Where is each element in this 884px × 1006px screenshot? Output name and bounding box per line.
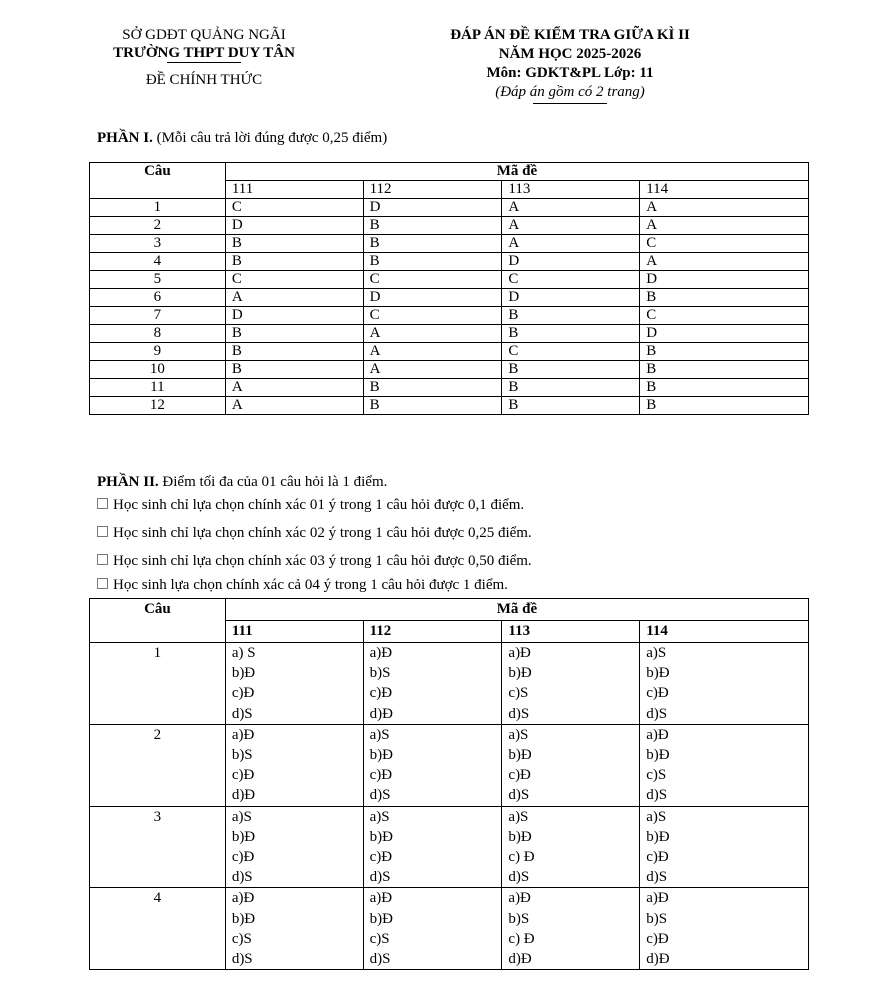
code-cell: 113 bbox=[502, 621, 640, 643]
scoring-rule bbox=[97, 520, 532, 548]
code-cell: 111 bbox=[225, 621, 363, 643]
answer-cell: D bbox=[640, 325, 809, 343]
part2-label: PHẦN II. bbox=[97, 474, 159, 490]
answer-line: d)Đ bbox=[369, 705, 393, 722]
answer-line: b)Đ bbox=[508, 665, 532, 682]
table-header-row bbox=[90, 163, 809, 181]
answer-line: a)Đ bbox=[231, 890, 255, 907]
answer-cell: B bbox=[640, 343, 809, 361]
answer-line: c)S bbox=[646, 767, 667, 784]
answer-line: b)Đ bbox=[369, 910, 393, 927]
table-row bbox=[90, 289, 809, 307]
answer-cell bbox=[502, 724, 640, 806]
answer-cell: B bbox=[225, 361, 363, 379]
answer-cell: C bbox=[640, 307, 809, 325]
answer-cell: D bbox=[363, 289, 502, 307]
answer-cell: B bbox=[225, 343, 363, 361]
answer-cell: C bbox=[225, 199, 363, 217]
answer-line: d)S bbox=[231, 951, 253, 968]
question-number-cell: 3 bbox=[90, 806, 226, 888]
table-row bbox=[90, 235, 809, 253]
answer-cell: B bbox=[363, 379, 502, 397]
answer-line: b)Đ bbox=[646, 747, 670, 764]
answer-line: a)Đ bbox=[369, 645, 393, 661]
question-number-cell: 2 bbox=[90, 217, 226, 235]
answer-cell: B bbox=[225, 235, 363, 253]
table-row bbox=[90, 307, 809, 325]
answer-cell: B bbox=[502, 379, 640, 397]
answer-cell bbox=[640, 806, 809, 888]
code-cell: 111 bbox=[225, 181, 363, 199]
question-number-cell: 2 bbox=[90, 724, 226, 806]
answer-cell: D bbox=[502, 253, 640, 271]
column-header-cau: Câu bbox=[90, 599, 226, 643]
answer-cell: C bbox=[502, 271, 640, 289]
answer-line: b)S bbox=[508, 910, 530, 927]
answer-line: a)Đ bbox=[231, 726, 255, 743]
answer-cell bbox=[225, 888, 363, 970]
answer-cell: A bbox=[363, 361, 502, 379]
answer-line: c)S bbox=[508, 685, 529, 702]
part1-heading bbox=[97, 130, 387, 147]
table-header-row bbox=[90, 599, 809, 621]
part1-label: PHẦN I. bbox=[97, 130, 153, 146]
answer-cell bbox=[225, 806, 363, 888]
answer-line: d)Đ bbox=[646, 951, 670, 968]
answer-line: c)Đ bbox=[508, 767, 531, 784]
answer-line: b)Đ bbox=[231, 910, 256, 927]
answer-cell bbox=[363, 643, 502, 725]
part2-answer-table bbox=[89, 598, 809, 970]
code-cell: 114 bbox=[640, 621, 809, 643]
table-row bbox=[90, 361, 809, 379]
answer-cell: C bbox=[640, 235, 809, 253]
table-row bbox=[90, 397, 809, 415]
answer-line: c)Đ bbox=[646, 685, 669, 702]
answer-line: c)Đ bbox=[646, 849, 669, 866]
answer-cell: D bbox=[640, 271, 809, 289]
answer-cell: A bbox=[225, 397, 363, 415]
answer-line: b)Đ bbox=[646, 665, 670, 682]
school-year: NĂM HỌC 2025-2026 bbox=[498, 46, 642, 62]
answer-line: a) S bbox=[231, 645, 256, 661]
table-row bbox=[90, 217, 809, 235]
question-number-cell: 10 bbox=[90, 361, 226, 379]
answer-line: a)S bbox=[646, 808, 667, 825]
answer-cell: B bbox=[225, 325, 363, 343]
question-number-cell: 3 bbox=[90, 235, 226, 253]
table-row bbox=[90, 325, 809, 343]
department-name: SỞ GDĐT QUẢNG NGÃI bbox=[122, 27, 286, 43]
scoring-rule bbox=[97, 492, 532, 520]
part2-heading bbox=[97, 472, 532, 492]
question-number-cell: 11 bbox=[90, 379, 226, 397]
subject-line: Môn: GDKT&PL Lớp: 11 bbox=[486, 65, 654, 81]
answer-line: d)Đ bbox=[231, 787, 256, 804]
answer-cell: A bbox=[225, 379, 363, 397]
answer-cell: B bbox=[502, 361, 640, 379]
part2-table-body bbox=[90, 599, 809, 970]
answer-cell: A bbox=[502, 217, 640, 235]
answer-line: a)S bbox=[508, 808, 529, 825]
answer-cell: A bbox=[363, 325, 502, 343]
answer-line: b)S bbox=[369, 665, 391, 682]
checkbox-icon bbox=[97, 526, 108, 537]
document-title: ĐÁP ÁN ĐỀ KIỂM TRA GIỮA KÌ II bbox=[450, 27, 690, 43]
code-cell: 112 bbox=[363, 181, 502, 199]
part1-answer-table bbox=[89, 162, 809, 415]
header-left bbox=[88, 26, 320, 89]
answer-cell: B bbox=[363, 253, 502, 271]
answer-cell: C bbox=[363, 271, 502, 289]
question-number-cell: 8 bbox=[90, 325, 226, 343]
scoring-rule-text: Học sinh chỉ lựa chọn chính xác 01 ý trong 1 câu hỏi được 0,1 điểm. bbox=[113, 497, 525, 513]
question-number-cell: 4 bbox=[90, 888, 226, 970]
answer-cell: B bbox=[363, 235, 502, 253]
answer-cell: A bbox=[363, 343, 502, 361]
answer-line: c) Đ bbox=[508, 930, 535, 947]
code-cell: 112 bbox=[363, 621, 502, 643]
code-cell: 113 bbox=[502, 181, 640, 199]
question-number-cell: 12 bbox=[90, 397, 226, 415]
answer-cell: B bbox=[640, 289, 809, 307]
answer-line: c)Đ bbox=[369, 849, 393, 866]
scoring-rule-text: Học sinh chỉ lựa chọn chính xác 03 ý trong 1 câu hỏi được 0,50 điểm. bbox=[113, 553, 532, 569]
answer-cell bbox=[502, 643, 640, 725]
answer-cell: B bbox=[640, 397, 809, 415]
answer-line: b)S bbox=[231, 747, 253, 764]
answer-cell: C bbox=[502, 343, 640, 361]
answer-cell bbox=[640, 888, 809, 970]
table-row bbox=[90, 271, 809, 289]
question-number-cell: 1 bbox=[90, 643, 226, 725]
answer-line: a)S bbox=[369, 726, 390, 743]
answer-line: c)Đ bbox=[369, 685, 393, 702]
checkbox-icon bbox=[97, 554, 108, 565]
table-row bbox=[90, 888, 809, 970]
checkbox-icon bbox=[97, 578, 108, 589]
official-label: ĐỀ CHÍNH THỨC bbox=[145, 72, 263, 88]
answer-line: a)Đ bbox=[369, 890, 393, 907]
answer-line: b)S bbox=[646, 910, 668, 927]
answer-cell bbox=[502, 888, 640, 970]
answer-cell: D bbox=[363, 199, 502, 217]
answer-line: d)S bbox=[508, 705, 530, 722]
table-row bbox=[90, 379, 809, 397]
answer-line: d)Đ bbox=[508, 951, 532, 968]
answer-cell bbox=[640, 724, 809, 806]
answer-line: d)S bbox=[369, 869, 391, 886]
answer-cell: B bbox=[640, 379, 809, 397]
answer-line: a)S bbox=[231, 808, 252, 825]
scoring-rule bbox=[97, 548, 532, 576]
answer-line: d)S bbox=[369, 951, 391, 968]
part1-desc: (Mỗi câu trả lời đúng được 0,25 điểm) bbox=[156, 130, 388, 146]
answer-line: b)Đ bbox=[369, 828, 393, 845]
checkbox-icon bbox=[97, 498, 108, 509]
answer-line: c)Đ bbox=[369, 767, 393, 784]
column-header-made: Mã đề bbox=[225, 599, 808, 621]
answer-cell bbox=[363, 724, 502, 806]
answer-cell bbox=[363, 806, 502, 888]
answer-cell: A bbox=[225, 289, 363, 307]
answer-line: d)S bbox=[231, 705, 253, 722]
answer-line: a)Đ bbox=[646, 890, 669, 907]
answer-line: b)Đ bbox=[508, 828, 532, 845]
answer-line: a)Đ bbox=[508, 645, 531, 661]
answer-cell: B bbox=[502, 307, 640, 325]
part2-section bbox=[97, 472, 532, 596]
question-number-cell: 1 bbox=[90, 199, 226, 217]
answer-cell bbox=[225, 724, 363, 806]
table-row bbox=[90, 724, 809, 806]
answer-cell bbox=[363, 888, 502, 970]
answer-cell: A bbox=[502, 199, 640, 217]
answer-cell: B bbox=[640, 361, 809, 379]
answer-cell: B bbox=[502, 397, 640, 415]
header-right bbox=[405, 26, 735, 104]
answer-line: d)S bbox=[369, 787, 391, 804]
answer-line: d)S bbox=[646, 787, 668, 804]
scoring-rule-text: Học sinh chỉ lựa chọn chính xác 02 ý trong 1 câu hỏi được 0,25 điểm. bbox=[113, 525, 532, 541]
scoring-rule bbox=[97, 576, 532, 596]
answer-line: b)Đ bbox=[508, 747, 532, 764]
answer-cell: C bbox=[363, 307, 502, 325]
column-header-made: Mã đề bbox=[225, 163, 808, 181]
question-number-cell: 9 bbox=[90, 343, 226, 361]
question-number-cell: 6 bbox=[90, 289, 226, 307]
answer-cell bbox=[640, 643, 809, 725]
answer-line: c) Đ bbox=[508, 849, 535, 866]
answer-line: c)S bbox=[231, 930, 252, 947]
school-name: TRƯỜNG THPT DUY TÂN bbox=[113, 45, 295, 61]
answer-cell: C bbox=[225, 271, 363, 289]
answer-line: b)Đ bbox=[231, 828, 256, 845]
column-header-cau: Câu bbox=[90, 163, 226, 199]
answer-cell: B bbox=[363, 397, 502, 415]
divider bbox=[167, 62, 241, 63]
answer-line: b)Đ bbox=[646, 828, 670, 845]
answer-line: a)S bbox=[646, 645, 667, 661]
table-row bbox=[90, 643, 809, 725]
answer-line: a)S bbox=[369, 808, 390, 825]
question-number-cell: 4 bbox=[90, 253, 226, 271]
answer-line: b)Đ bbox=[369, 747, 393, 764]
answer-line: c)Đ bbox=[231, 767, 255, 784]
answer-cell: A bbox=[640, 253, 809, 271]
answer-line: c)Đ bbox=[231, 849, 255, 866]
answer-cell: D bbox=[502, 289, 640, 307]
code-cell: 114 bbox=[640, 181, 809, 199]
answer-cell: D bbox=[225, 307, 363, 325]
answer-cell: A bbox=[640, 217, 809, 235]
answer-cell: B bbox=[502, 325, 640, 343]
part1-table-body bbox=[90, 163, 809, 415]
answer-cell bbox=[225, 643, 363, 725]
answer-line: c)S bbox=[369, 930, 390, 947]
table-row bbox=[90, 253, 809, 271]
question-number-cell: 7 bbox=[90, 307, 226, 325]
answer-cell: A bbox=[640, 199, 809, 217]
answer-line: a)Đ bbox=[646, 726, 669, 743]
page-note: (Đáp án gồm có 2 trang) bbox=[495, 84, 645, 100]
answer-line: d)S bbox=[646, 869, 668, 886]
answer-line: a)Đ bbox=[508, 890, 531, 907]
table-row bbox=[90, 199, 809, 217]
answer-cell bbox=[502, 806, 640, 888]
answer-cell: B bbox=[363, 217, 502, 235]
divider bbox=[533, 103, 607, 104]
answer-line: d)S bbox=[508, 787, 530, 804]
answer-cell: B bbox=[225, 253, 363, 271]
scoring-rule-text: Học sinh lựa chọn chính xác cả 04 ý trong 1 câu hỏi được 1 điểm. bbox=[113, 577, 508, 593]
answer-line: d)S bbox=[508, 869, 530, 886]
answer-line: d)S bbox=[231, 869, 253, 886]
question-number-cell: 5 bbox=[90, 271, 226, 289]
answer-line: c)Đ bbox=[646, 930, 669, 947]
answer-line: b)Đ bbox=[231, 665, 256, 682]
answer-line: c)Đ bbox=[231, 685, 255, 702]
answer-cell: A bbox=[502, 235, 640, 253]
part2-desc: Điểm tối đa của 01 câu hỏi là 1 điểm. bbox=[162, 474, 388, 490]
answer-line: d)S bbox=[646, 705, 668, 722]
answer-line: a)S bbox=[508, 726, 529, 743]
table-row bbox=[90, 343, 809, 361]
table-row bbox=[90, 806, 809, 888]
answer-cell: D bbox=[225, 217, 363, 235]
